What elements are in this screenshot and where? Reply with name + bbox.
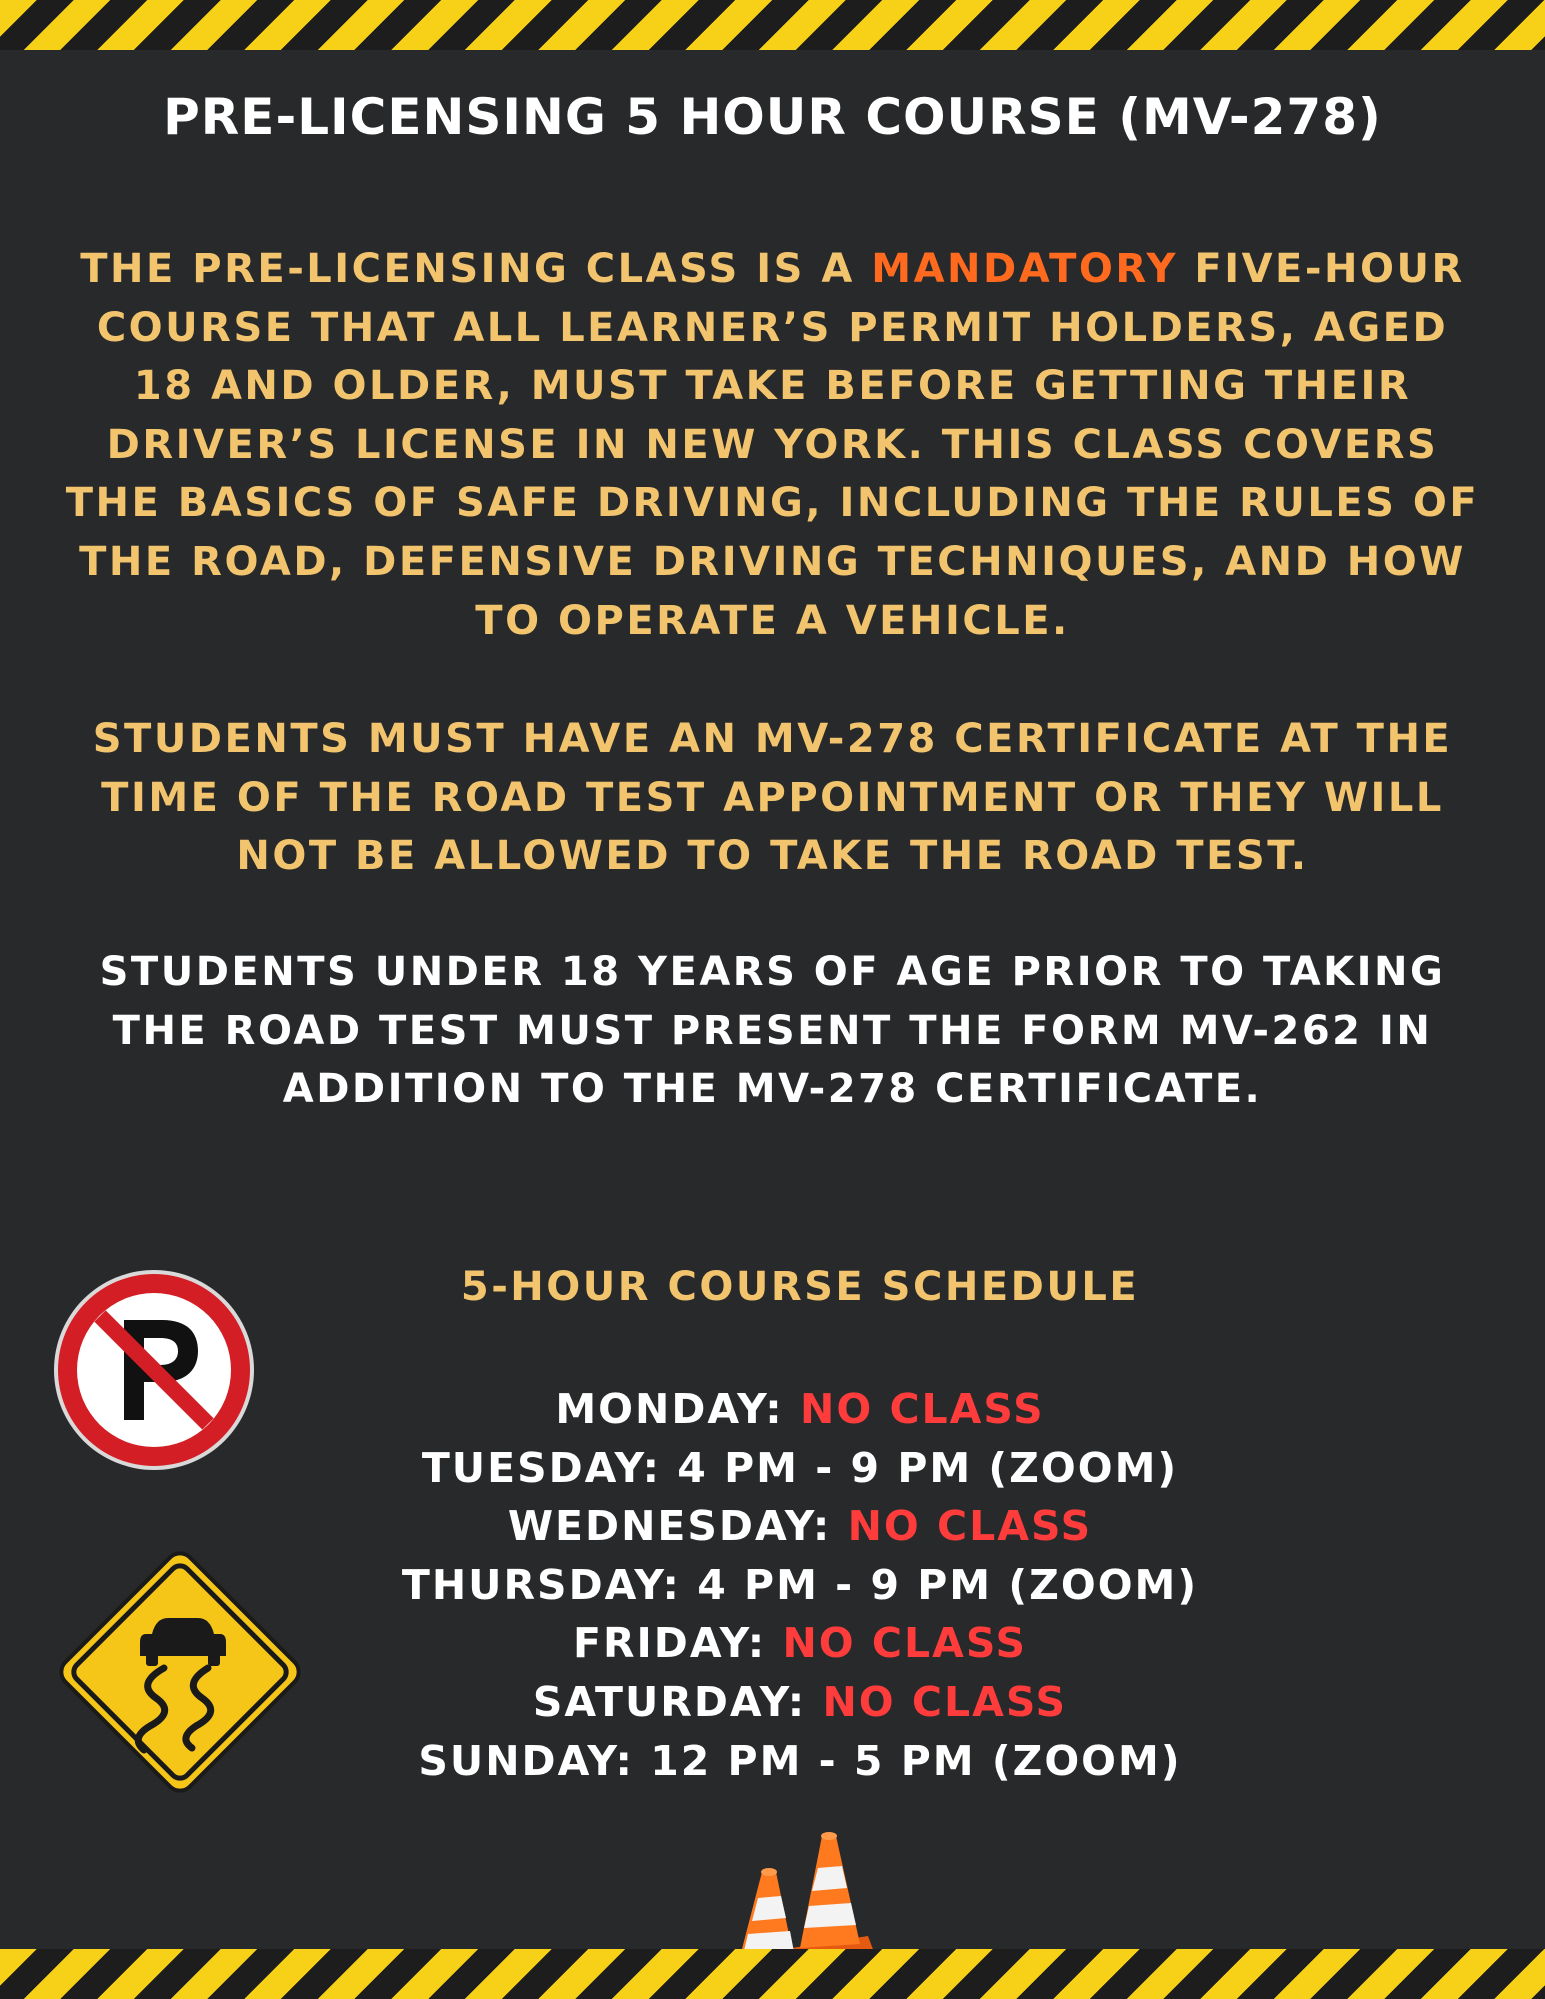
schedule-time: 4 PM - 9 PM (ZOOM) [697, 1560, 1199, 1609]
hazard-stripe-top [0, 0, 1545, 50]
schedule-time: 4 PM - 9 PM (ZOOM) [677, 1443, 1179, 1492]
schedule-row-friday [300, 1614, 1300, 1673]
no-parking-sign-icon [52, 1268, 256, 1472]
schedule-row-monday [300, 1380, 1300, 1439]
mandatory-highlight: MANDATORY [871, 246, 1178, 292]
schedule-day: FRIDAY: [572, 1619, 767, 1668]
slippery-road-sign-icon [52, 1544, 308, 1800]
schedule-title: 5-HOUR COURSE SCHEDULE [460, 1264, 1140, 1310]
schedule-day: THURSDAY: [401, 1560, 681, 1609]
schedule-time: NO CLASS [782, 1619, 1028, 1668]
intro-text-end: FIVE-HOUR COURSE THAT ALL LEARNER’S PERMIT HOLDERS, AGED 18 AND OLDER, MUST TAKE BEFORE GETTING THEIR DRIVER’S LICENSE IN NEW YORK. THIS CLASS COVERS THE BASICS OF SAFE DRIVING, INCLUDING THE RULES OF THE ROAD, DEFENSIVE DRIVING TECHNIQUES, AND HOW TO OPERATE A VEHICLE. [65, 246, 1480, 644]
schedule-row-wednesday [300, 1497, 1300, 1556]
schedule-day: SATURDAY: [532, 1677, 807, 1726]
intro-paragraph [60, 240, 1485, 650]
schedule-time: NO CLASS [822, 1677, 1068, 1726]
schedule-day: MONDAY: [555, 1385, 784, 1433]
schedule-row-saturday [300, 1673, 1300, 1732]
schedule-row-tuesday [300, 1439, 1300, 1498]
schedule-list [300, 1380, 1300, 1790]
requirement-paragraph: STUDENTS MUST HAVE AN MV-278 CERTIFICATE AT THE TIME OF THE ROAD TEST APPOINTMENT OR THEY WILL NOT BE ALLOWED TO TAKE THE ROAD TEST. [92, 716, 1453, 880]
schedule-time: NO CLASS [847, 1502, 1093, 1551]
page-title: PRE-LICENSING 5 HOUR COURSE (MV-278) [163, 88, 1382, 146]
intro-text-start: THE PRE-LICENSING CLASS IS A [80, 246, 872, 292]
schedule-day: TUESDAY: [421, 1443, 662, 1492]
schedule-time: NO CLASS [800, 1385, 1045, 1433]
schedule-row-sunday [300, 1732, 1300, 1791]
schedule-row-thursday [300, 1556, 1300, 1615]
schedule-time: 12 PM - 5 PM (ZOOM) [650, 1736, 1182, 1785]
schedule-day: WEDNESDAY: [507, 1502, 832, 1551]
hazard-stripe-bottom [0, 1949, 1545, 1999]
under-18-paragraph: STUDENTS UNDER 18 YEARS OF AGE PRIOR TO TAKING THE ROAD TEST MUST PRESENT THE FORM MV-262 IN ADDITION TO THE MV-278 CERTIFICATE. [99, 949, 1446, 1113]
schedule-day: SUNDAY: [418, 1736, 634, 1785]
